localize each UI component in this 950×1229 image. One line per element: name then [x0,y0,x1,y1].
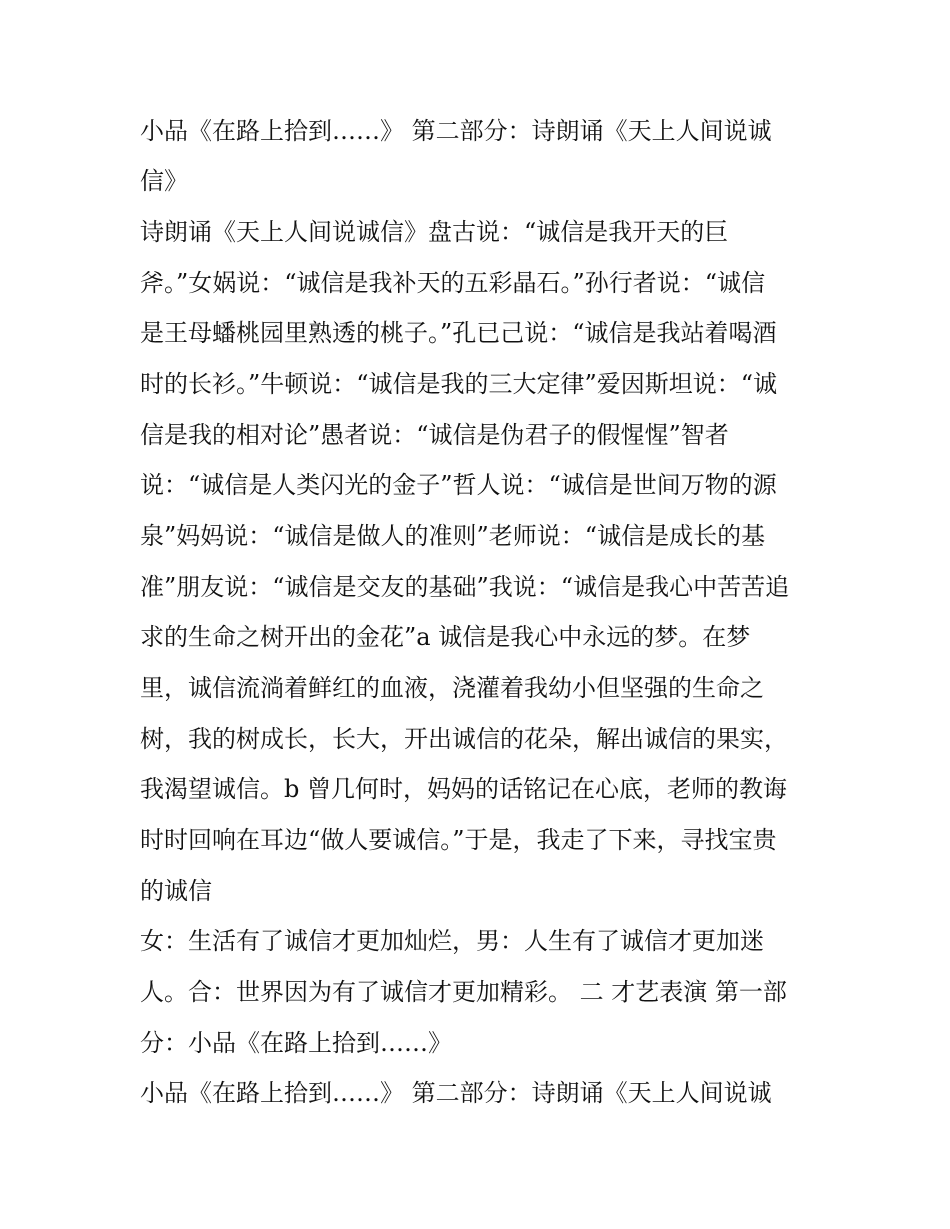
text-line: 诗朗诵《天上人间说诚信》盘古说：“诚信是我开天的巨 [140,218,729,246]
text-line: 树，我的树成长，长大，开出诚信的花朵，解出诚信的果实， [140,725,788,753]
text-line: 分：小品《在路上拾到……》 [140,1029,452,1057]
text-line: 时的长衫。”牛顿说：“诚信是我的三大定律”爱因斯坦说：“诚 [140,370,778,398]
text-line: 女：生活有了诚信才更加灿烂，男：人生有了诚信才更加迷 [140,927,764,955]
text-line: 小品《在路上拾到……》 第二部分：诗朗诵《天上人间说诚 [140,117,772,145]
text-line: 是王母蟠桃园里熟透的桃子。”孔已己说：“诚信是我站着喝酒 [140,319,777,347]
text-line: 人。合：世界因为有了诚信才更加精彩。 二 才艺表演 第一部 [140,978,787,1006]
text-line: 我渴望诚信。b 曾几何时，妈妈的话铭记在心底，老师的教诲 [140,775,787,803]
text-line: 斧。”女娲说：“诚信是我补天的五彩晶石。”孙行者说：“诚信 [140,269,766,297]
text-line: 信》 [140,167,188,195]
text-line: 时时回响在耳边“做人要诚信。”于是，我走了下来，寻找宝贵 [140,826,777,854]
text-line: 说：“诚信是人类闪光的金子”哲人说：“诚信是世间万物的源 [140,471,777,499]
text-line: 求的生命之树开出的金花”a 诚信是我心中永远的梦。在梦 [140,623,751,651]
text-line: 的诚信 [140,877,212,905]
text-line: 里，诚信流淌着鲜红的血液，浇灌着我幼小但坚强的生命之 [140,674,764,702]
text-line: 信是我的相对论”愚者说：“诚信是伪君子的假惺惺”智者 [140,421,729,449]
text-line: 准”朋友说：“诚信是交友的基础”我说：“诚信是我心中苦苦追 [140,573,790,601]
text-line: 泉”妈妈说：“诚信是做人的准则”老师说：“诚信是成长的基 [140,522,766,550]
text-line: 小品《在路上拾到……》 第二部分：诗朗诵《天上人间说诚 [140,1079,772,1107]
